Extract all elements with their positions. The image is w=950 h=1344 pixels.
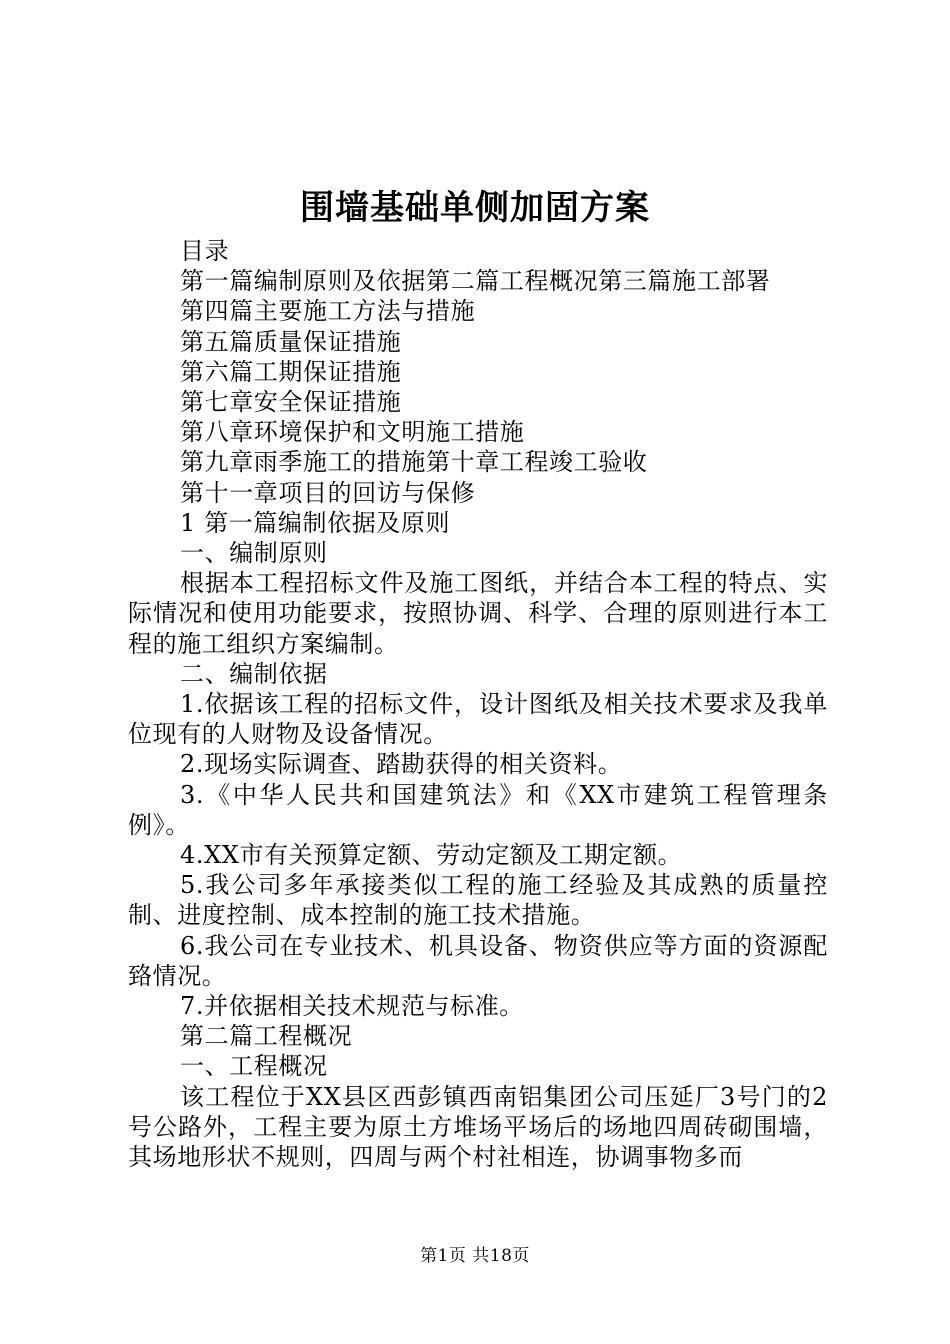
toc-heading: 目录 — [180, 237, 230, 265]
toc-item: 第五篇质量保证措施 — [180, 327, 402, 356]
basis-item: 5.我公司多年承接类似工程的施工经验及其成熟的质量控制、进度控制、成本控制的施工技术措施。 — [128, 871, 828, 930]
basis-item: 6.我公司在专业技术、机具设备、物资供应等方面的资源配臵情况。 — [128, 931, 828, 990]
page-number-footer: 第1页 共18页 — [420, 1246, 530, 1266]
paragraph: 该工程位于XX县区西彭镇西南铝集团公司压延厂3号门的2号公路外，工程主要为原土方堆场平场后的场地四周砖砌围墙，其场地形状不规则，四周与两个村社相连，协调事物多而 — [128, 1082, 828, 1172]
toc-item: 第十一章项目的回访与保修 — [180, 478, 476, 507]
basis-item: 7.并依据相关技术规范与标准。 — [180, 992, 524, 1021]
toc-item: 第九章雨季施工的措施第十章工程竣工验收 — [180, 448, 648, 477]
subsection-heading: 二、编制依据 — [180, 659, 328, 688]
toc-item: 第一篇编制原则及依据第二篇工程概况第三篇施工部署 — [180, 267, 771, 296]
subsection-heading: 一、工程概况 — [180, 1052, 328, 1081]
section-heading: 1 第一篇编制依据及原则 — [180, 508, 451, 537]
document-body — [128, 236, 828, 1172]
paragraph: 根据本工程招标文件及施工图纸，并结合本工程的特点、实际情况和使用功能要求，按照协调、科学、合理的原则进行本工程的施工组织方案编制。 — [128, 569, 828, 658]
toc-item: 第四篇主要施工方法与措施 — [180, 297, 476, 326]
subsection-heading: 一、编制原则 — [180, 539, 328, 568]
section-heading: 第二篇工程概况 — [180, 1022, 353, 1051]
document-title: 围墙基础单侧加固方案 — [300, 188, 650, 228]
basis-item: 1.依据该工程的招标文件，设计图纸及相关技术要求及我单位现有的人财物及设备情况。 — [128, 690, 828, 749]
toc-item: 第八章环境保护和文明施工措施 — [180, 418, 525, 447]
toc-item: 第六篇工期保证措施 — [180, 357, 402, 386]
toc-item: 第七章安全保证措施 — [180, 388, 402, 417]
basis-item: 2.现场实际调查、踏勘获得的相关资料。 — [180, 750, 623, 779]
basis-item: 3.《中华人民共和国建筑法》和《XX市建筑工程管理条例》。 — [128, 780, 828, 839]
basis-item: 4.XX市有关预算定额、劳动定额及工期定额。 — [180, 841, 683, 870]
